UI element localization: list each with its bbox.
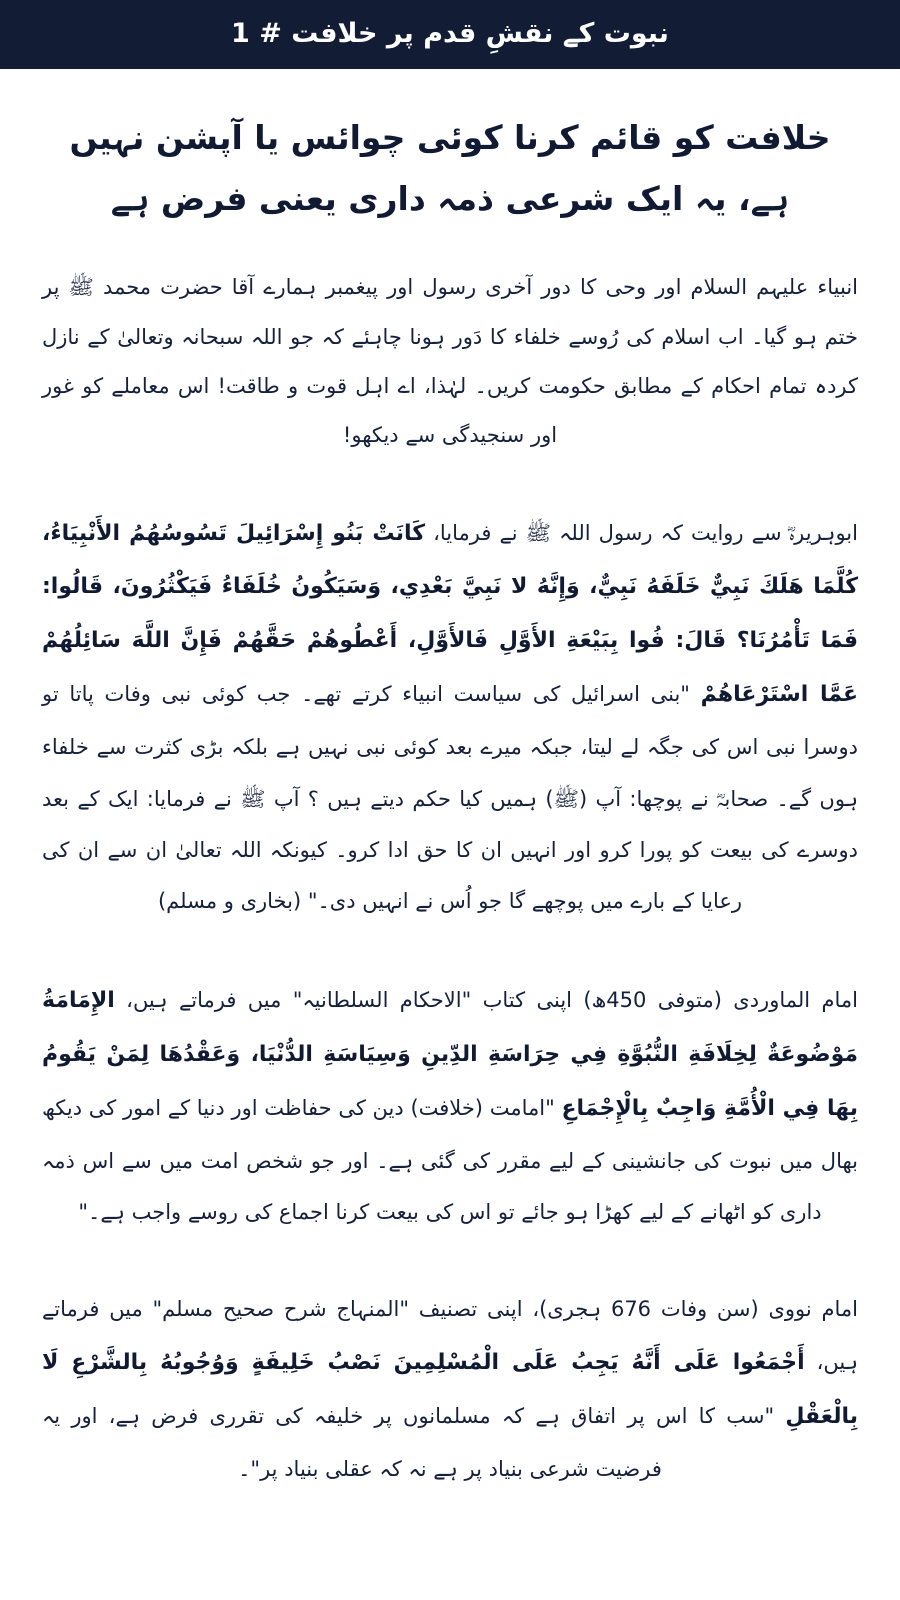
mawardi-arabic-text: الإِمَامَةُ مَوْضُوعَةٌ لِخِلَافَةِ النُّبُوَّةِ فِي حِرَاسَةِ الدِّينِ وَسِيَاسَةِ الدُّنْيَا، وَعَقْدُهَا لِمَنْ يَقُومُ بِهَا فِي الْأُمَّةِ وَاجِبٌ بِالْإِجْمَاعِ: [42, 987, 858, 1121]
hadith-translation: "بنی اسرائیل کی سیاست انبیاء کرتے تھے۔ جب کوئی نبی وفات پاتا تو دوسرا نبی اس کی جگہ لے لیتا، جبکہ میرے بعد کوئی نبی نہیں ہے بلکہ بڑی کثرت سے خلفاء ہوں گے۔ صحابہؓ نے پوچھا: آپ (ﷺ) ہمیں کیا حکم دیتے ہیں ؟ آپ ﷺ نے فرمایا: ایک کے بعد دوسرے کی بیعت کو پورا کرو اور انہیں ان کا حق ادا کرو۔ کیونکہ اللہ تعالیٰ ان سے ان کی رعایا کے بارے میں پوچھے گا جو اُس نے انہیں دی۔": [42, 682, 858, 914]
paragraph-nawawi: [42, 1284, 858, 1495]
paragraph-intro: انبیاء علیہم السلام اور وحی کا دور آخری رسول اور پیغمبر ہمارے آقا حضرت محمد ﷺ پر ختم ہو گیا۔ اب اسلام کی رُوسے خلفاء کا دَور ہونا چاہئے کہ جو اللہ سبحانہ وتعالیٰ کے نازل کردہ تمام احکام کے مطابق حکومت کریں۔ لہٰذا، اے اہل قوت و طاقت! اس معاملے کو غور اور سنجیدگی سے دیکھو!: [42, 275, 858, 448]
hadith-arabic-text: كَانَتْ بَنُو إِسْرَائِيلَ تَسُوسُهُمُ الأَنْبِيَاءُ، كُلَّمَا هَلَكَ نَبِيٌّ خَلَفَهُ نَبِيٌّ، وَإِنَّهُ لا نَبِيَّ بَعْدِي، وَسَيَكُونُ خُلَفَاءُ فَيَكْثُرُونَ، قَالُوا: فَمَا تَأْمُرُنَا؟ قَالَ: فُوا بِبَيْعَةِ الأَوَّلِ فَالأَوَّلِ، أَعْطُوهُمْ حَقَّهُمْ فَإِنَّ اللَّهَ سَائِلُهُمْ عَمَّا اسْتَرْعَاهُمْ: [42, 520, 858, 708]
nawawi-arabic-text: أَجْمَعُوا عَلَى أَنَّهُ يَجِبُ عَلَى الْمُسْلِمِينَ نَصْبُ خَلِيفَةٍ وَوُجُوبُهُ بِالشَّرْعِ لَا بِالْعَقْلِ: [42, 1349, 858, 1429]
paragraph-mawardi: [42, 974, 858, 1239]
paragraph-hadith: [42, 507, 858, 928]
hadith-lead: ابوہریرہؓ سے روایت کہ رسول اللہ ﷺ نے فرمایا،: [433, 520, 858, 545]
mawardi-lead: امام الماوردی (متوفی 450ھ) اپنی کتاب "الاحکام السلطانیہ" میں فرماتے ہیں،: [126, 987, 858, 1012]
mawardi-translation: "امامت (خلافت) دین کی حفاظت اور دنیا کے امور کی دیکھ بھال میں نبوت کی جانشینی کے لیے مقرر کی گئی ہے۔ اور جو شخص امت میں سے اس ذمہ داری کو اٹھانے کے لیے کھڑا ہو جائے تو اس کی بیعت کرنا اجماع کی روسے واجب ہے۔": [42, 1095, 858, 1224]
header-title: نبوت کے نقشِ قدم پر خلافت # 1: [231, 18, 669, 49]
nawawi-lead: امام نووی (سن وفات 676 ہجری)، اپنی تصنیف "المنہاج شرح صحیح مسلم" میں فرماتے ہیں،: [42, 1297, 858, 1374]
header-bar: [0, 0, 900, 69]
nawawi-translation: "سب کا اس پر اتفاق ہے کہ مسلمانوں پر خلیفہ کی تقرری فرض ہے، اور یہ فرضیت شرعی بنیاد پر ہے نہ کہ عقلی بنیاد پر"۔: [42, 1403, 775, 1481]
document-content: [0, 69, 900, 1581]
hadith-source: (بخاری و مسلم): [157, 889, 302, 914]
page-title: خلافت کو قائم کرنا کوئی چوائس یا آپشن نہیں ہے، یہ ایک شرعی ذمہ داری یعنی فرض ہے: [69, 118, 831, 219]
